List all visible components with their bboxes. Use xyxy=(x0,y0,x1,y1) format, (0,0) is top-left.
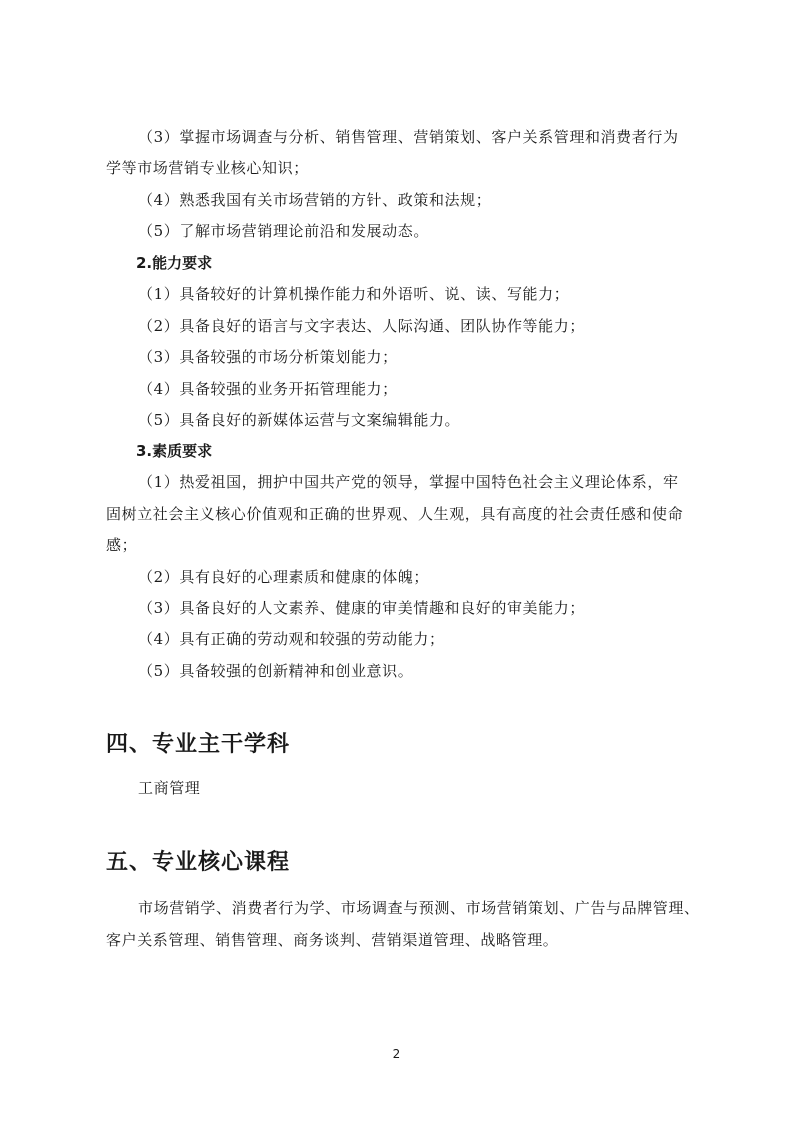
section-5-heading: 五、专业核心课程 xyxy=(106,850,291,875)
knowledge-item-5: （5）了解市场营销理论前沿和发展动态。 xyxy=(138,222,429,240)
ability-item-2: （2）具备良好的语言与文字表达、人际沟通、团队协作等能力； xyxy=(138,317,585,335)
section-4-heading: 四、专业主干学科 xyxy=(106,732,291,757)
quality-item-3: （3）具备良好的人文素养、健康的审美情趣和良好的审美能力； xyxy=(138,599,585,617)
section-5-line-1: 市场营销学、消费者行为学、市场调查与预测、市场营销策划、广告与品牌管理、 xyxy=(138,899,700,917)
quality-item-1-line-2: 固树立社会主义核心价值观和正确的世界观、人生观，具有高度的社会责任感和使命 xyxy=(106,505,684,523)
quality-item-1-line-3: 感； xyxy=(106,536,138,554)
quality-item-1-line-1: （1）热爱祖国，拥护中国共产党的领导，掌握中国特色社会主义理论体系，牢 xyxy=(138,473,679,491)
knowledge-item-3-line-1: （3）掌握市场调查与分析、销售管理、营销策划、客户关系管理和消费者行为 xyxy=(138,128,679,146)
section-5-line-2: 客户关系管理、销售管理、商务谈判、营销渠道管理、战略管理。 xyxy=(106,931,559,949)
quality-item-2: （2）具有良好的心理素质和健康的体魄； xyxy=(138,568,429,586)
section-4-body: 工商管理 xyxy=(138,779,201,797)
quality-item-4: （4）具有正确的劳动观和较强的劳动能力； xyxy=(138,630,445,648)
quality-item-5: （5）具备较强的创新精神和创业意识。 xyxy=(138,662,414,680)
ability-item-1: （1）具备较好的计算机操作能力和外语听、说、读、写能力； xyxy=(138,285,570,303)
knowledge-item-4: （4）熟悉我国有关市场营销的方针、政策和法规； xyxy=(138,191,492,209)
ability-item-4: （4）具备较强的业务开拓管理能力； xyxy=(138,380,398,398)
ability-item-3: （3）具备较强的市场分析策划能力； xyxy=(138,348,398,366)
knowledge-item-3-line-2: 学等市场营销专业核心知识； xyxy=(106,159,309,177)
ability-item-5: （5）具备良好的新媒体运营与文案编辑能力。 xyxy=(138,411,461,429)
page-number: 2 xyxy=(392,1047,401,1061)
ability-heading: 2.能力要求 xyxy=(136,254,213,272)
quality-heading: 3.素质要求 xyxy=(136,442,213,460)
